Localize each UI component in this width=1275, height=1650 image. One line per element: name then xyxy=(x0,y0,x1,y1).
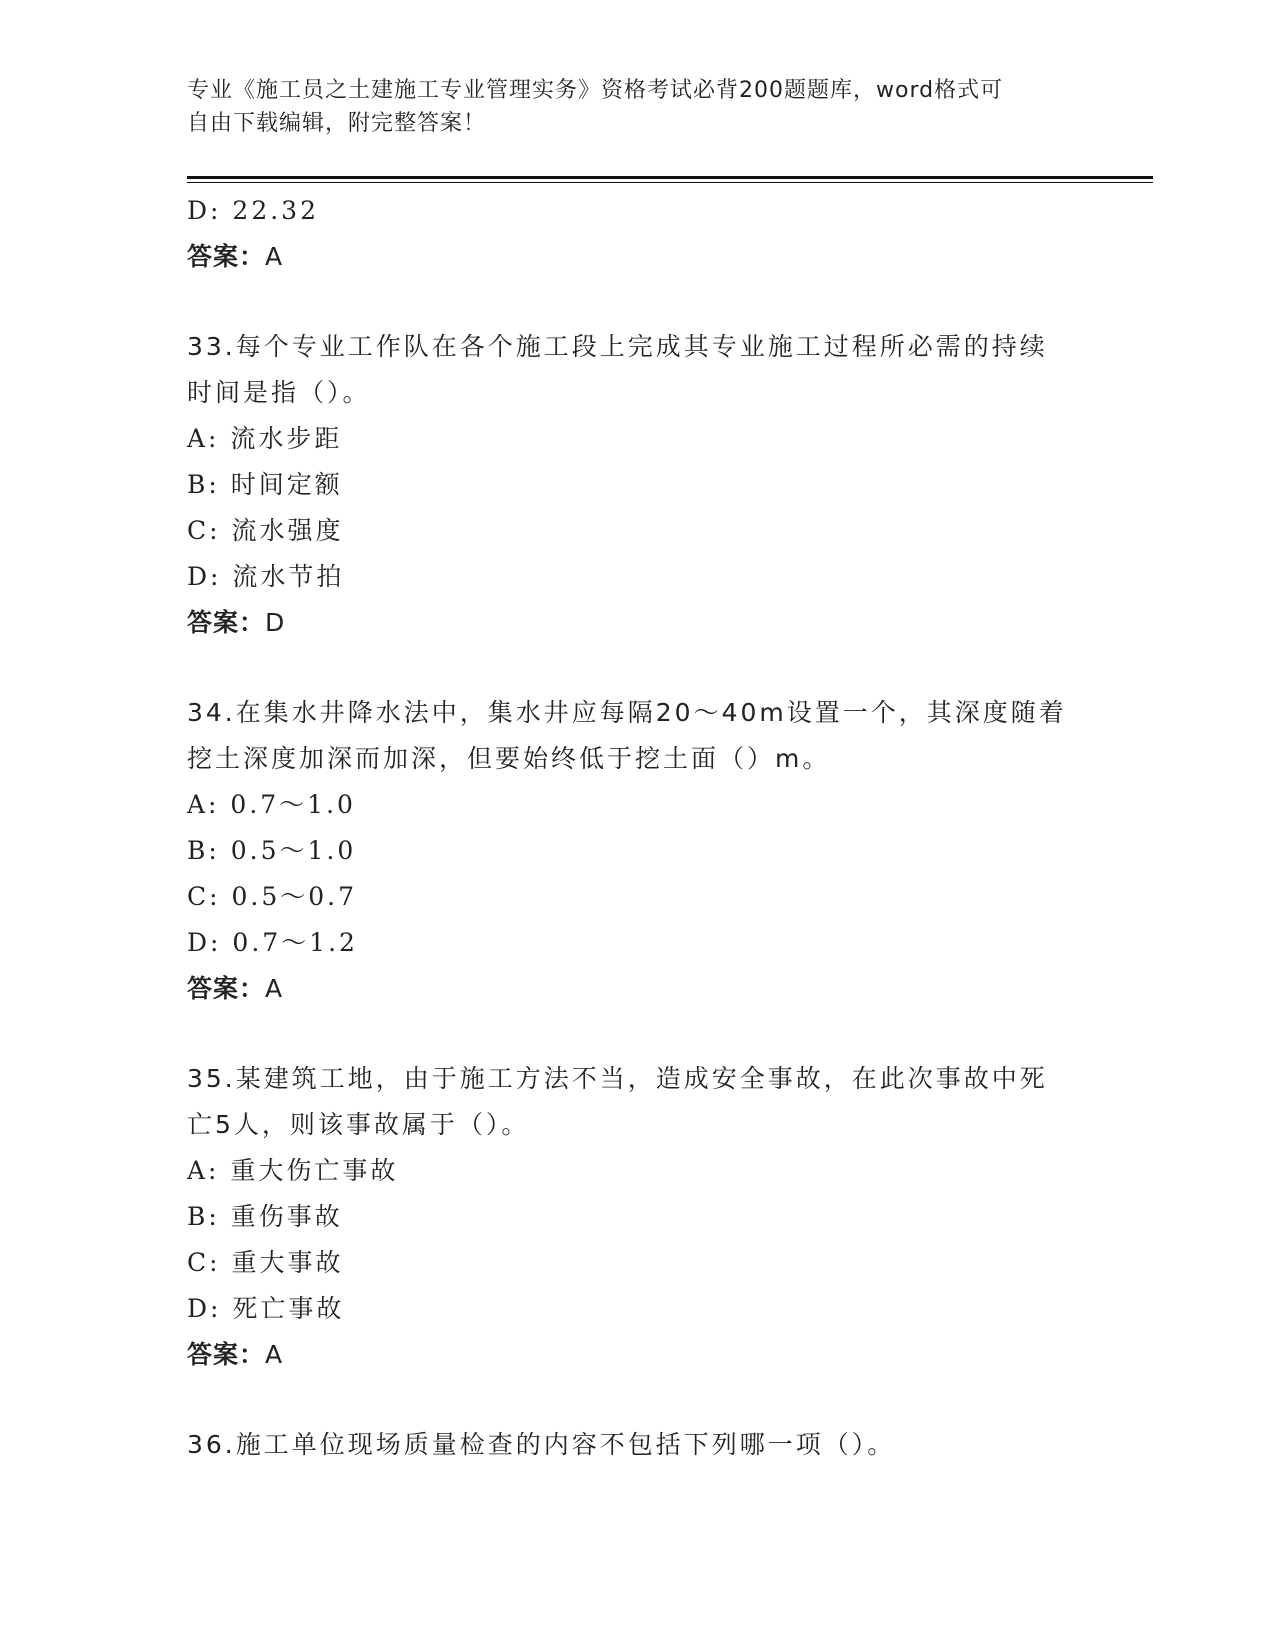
answer-label: 答案： xyxy=(187,608,266,637)
question-text-line-1: 35.某建筑工地，由于施工方法不当，造成安全事故，在此次事故中死 xyxy=(187,1064,1048,1093)
option-b: B: 0.5～1.0 xyxy=(187,836,357,865)
answer xyxy=(187,1332,1087,1378)
question-text-line-2: 挖土深度加深而加深，但要始终低于挖土面（）m。 xyxy=(187,744,831,773)
question-33 xyxy=(187,324,1087,646)
option-b: B: 时间定额 xyxy=(187,470,343,499)
answer-value: D xyxy=(265,608,286,637)
question-text-line-1: 36.施工单位现场质量检查的内容不包括下列哪一项（）。 xyxy=(187,1430,896,1459)
question-35 xyxy=(187,1056,1087,1378)
question-36 xyxy=(187,1422,1087,1468)
spacer xyxy=(187,646,1087,690)
question-text-line-2: 时间是指（）。 xyxy=(187,378,371,407)
spacer xyxy=(187,280,1087,324)
prev-answer xyxy=(187,234,1087,280)
header-line-2: 自由下载编辑，附完整答案！ xyxy=(187,111,487,136)
option-c: C: 重大事故 xyxy=(187,1248,344,1277)
spacer xyxy=(187,1378,1087,1422)
answer-label: 答案： xyxy=(187,974,266,1003)
option-c: C: 流水强度 xyxy=(187,516,344,545)
answer xyxy=(187,600,1087,646)
spacer xyxy=(187,1012,1087,1056)
option-b: B: 重伤事故 xyxy=(187,1202,343,1231)
answer-label: 答案： xyxy=(187,1340,266,1369)
answer-value: A xyxy=(265,1340,284,1369)
prev-option-d: D: 22.32 xyxy=(187,196,319,225)
option-d: D: 死亡事故 xyxy=(187,1294,345,1323)
header-line-1: 专业《施工员之土建施工专业管理实务》资格考试必背200题题库，word格式可 xyxy=(187,78,1004,103)
option-a: A: 0.7～1.0 xyxy=(187,790,356,819)
question-text-line-1: 34.在集水井降水法中，集水井应每隔20～40m设置一个，其深度随着 xyxy=(187,698,1067,727)
answer xyxy=(187,966,1087,1012)
question-34 xyxy=(187,690,1087,1012)
option-a: A: 重大伤亡事故 xyxy=(187,1156,399,1185)
answer-value: A xyxy=(265,974,284,1003)
answer-value: A xyxy=(265,242,284,271)
question-list xyxy=(187,188,1087,1468)
option-d: D: 流水节拍 xyxy=(187,562,345,591)
header-divider-thin xyxy=(187,182,1153,183)
document-header xyxy=(187,74,1067,140)
header-divider-thick xyxy=(187,176,1153,179)
option-d: D: 0.7～1.2 xyxy=(187,928,358,957)
question-text-line-2: 亡5人，则该事故属于（）。 xyxy=(187,1110,530,1139)
option-a: A: 流水步距 xyxy=(187,424,343,453)
answer-label: 答案： xyxy=(187,242,266,271)
option-c: C: 0.5～0.7 xyxy=(187,882,358,911)
question-text-line-1: 33.每个专业工作队在各个施工段上完成其专业施工过程所必需的持续 xyxy=(187,332,1048,361)
